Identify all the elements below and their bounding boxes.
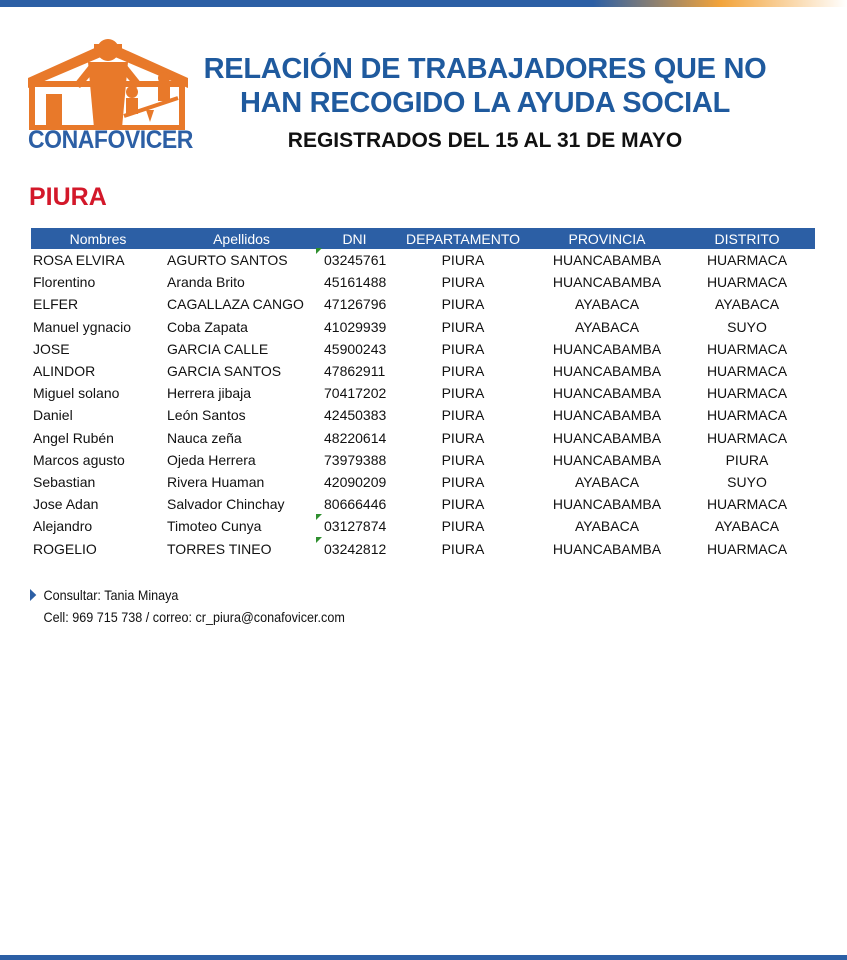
table-row [31,271,815,293]
cell-nombres: Alejandro [33,518,93,535]
cell-distrito: HUARMACA [706,340,788,357]
cell-provincia: AYABACA [574,473,640,490]
arrow-right-icon [30,589,36,601]
cell-departamento: PIURA [441,518,485,535]
title-line-2: HAN RECOGIDO LA AYUDA SOCIAL [240,87,730,119]
cell-apellidos: Ojeda Herrera [167,451,256,468]
table-row [31,471,815,493]
column-header-nombres: Nombres [69,230,127,247]
cell-departamento: PIURA [441,496,485,513]
cell-provincia: AYABACA [574,518,640,535]
cell-dni: 70417202 [324,385,387,402]
contact-info [30,584,345,628]
cell-departamento: PIURA [441,385,485,402]
table-row [31,360,815,382]
cell-distrito: PIURA [725,451,769,468]
cell-departamento: PIURA [441,252,485,269]
cell-apellidos: Aranda Brito [167,274,245,291]
cell-dni: 03242812 [318,541,391,557]
cell-dni: 73979388 [324,451,387,468]
column-header-distrito: DISTRITO [714,230,780,247]
house-workers-icon [28,30,188,130]
page-subtitle: REGISTRADOS DEL 15 AL 31 DE MAYO [287,129,683,152]
cell-apellidos: Coba Zapata [167,318,248,335]
table-body [31,249,815,560]
cell-provincia: HUANCABAMBA [552,274,662,291]
cell-provincia: HUANCABAMBA [552,429,662,446]
cell-distrito: HUARMACA [706,363,788,380]
cell-nombres: ALINDOR [33,363,96,380]
cell-provincia: HUANCABAMBA [552,252,662,269]
cell-dni: 80666446 [324,496,387,513]
column-header-apellidos: Apellidos [213,230,270,247]
cell-provincia: HUANCABAMBA [552,407,662,424]
cell-departamento: PIURA [441,407,485,424]
cell-nombres: ROGELIO [33,540,97,557]
cell-apellidos: Herrera jibaja [167,385,252,402]
cell-distrito: HUARMACA [706,407,788,424]
cell-provincia: HUANCABAMBA [552,363,662,380]
cell-departamento: PIURA [441,473,485,490]
table-row [31,404,815,426]
table-row [31,515,815,537]
cell-nombres: Angel Rubén [33,429,114,446]
cell-distrito: HUARMACA [706,252,788,269]
workers-table [31,228,815,560]
cell-nombres: ROSA ELVIRA [33,252,125,269]
cell-distrito: HUARMACA [706,274,788,291]
column-header-dni: DNI [342,230,367,247]
contact-person: Consultar: Tania Minaya [43,587,179,603]
cell-dni: 03245761 [318,252,391,268]
cell-provincia: HUANCABAMBA [552,540,662,557]
cell-departamento: PIURA [441,296,485,313]
cell-nombres: Daniel [33,407,73,424]
table-row [31,493,815,515]
top-accent-bar [0,0,847,7]
cell-departamento: PIURA [441,363,485,380]
cell-departamento: PIURA [441,429,485,446]
cell-provincia: HUANCABAMBA [552,385,662,402]
cell-apellidos: Rivera Huaman [167,473,265,490]
cell-nombres: Sebastian [33,473,96,490]
cell-distrito: HUARMACA [706,496,788,513]
cell-nombres: Florentino [33,274,96,291]
cell-provincia: HUANCABAMBA [552,340,662,357]
table-row [31,382,815,404]
cell-dni: 42450383 [324,407,387,424]
cell-distrito: SUYO [727,318,767,335]
cell-apellidos: Nauca zeña [167,429,242,446]
cell-dni: 48220614 [324,429,387,446]
cell-dni: 41029939 [324,318,387,335]
cell-dni: 03127874 [318,518,391,534]
cell-provincia: AYABACA [574,296,640,313]
column-header-provincia: PROVINCIA [568,230,646,247]
bottom-accent-bar [0,955,847,960]
column-header-departamento: DEPARTAMENTO [405,230,521,247]
title-line-1: RELACIÓN DE TRABAJADORES QUE NO [203,53,767,85]
cell-departamento: PIURA [441,274,485,291]
cell-apellidos: AGURTO SANTOS [167,252,288,269]
cell-dni: 47862911 [324,363,386,380]
cell-departamento: PIURA [441,451,485,468]
cell-departamento: PIURA [441,340,485,357]
cell-provincia: AYABACA [574,318,640,335]
cell-apellidos: GARCIA CALLE [167,340,269,357]
cell-apellidos: TORRES TINEO [167,540,272,557]
cell-provincia: HUANCABAMBA [552,496,662,513]
cell-distrito: AYABACA [714,518,780,535]
cell-dni: 47126796 [324,296,387,313]
cell-dni: 45161488 [324,274,387,291]
cell-apellidos: GARCIA SANTOS [167,363,282,380]
table-row [31,427,815,449]
cell-flag-icon [316,514,322,520]
cell-nombres: ELFER [33,296,79,313]
logo-wordmark: CONAFOVICER [28,126,193,154]
cell-dni: 42090209 [324,473,387,490]
cell-nombres: JOSE [33,340,70,357]
cell-apellidos: CAGALLAZA CANGO [167,296,304,313]
cell-apellidos: Salvador Chinchay [167,496,285,513]
cell-departamento: PIURA [441,318,485,335]
cell-distrito: SUYO [727,473,767,490]
contact-phone-email: Cell: 969 715 738 / correo: cr_piura@conafovicer.com [43,609,345,625]
table-row [31,338,815,360]
table-row [31,537,815,559]
cell-provincia: HUANCABAMBA [552,451,662,468]
page-title [200,52,770,120]
table-row [31,249,815,271]
cell-distrito: HUARMACA [706,540,788,557]
cell-apellidos: Timoteo Cunya [167,518,262,535]
cell-flag-icon [316,248,322,254]
table-row [31,316,815,338]
cell-nombres: Marcos agusto [33,451,125,468]
cell-dni: 45900243 [324,340,387,357]
region-heading: PIURA [29,183,107,211]
conafovicer-logo [28,30,193,158]
table-row [31,449,815,471]
cell-nombres: Miguel solano [33,385,120,402]
cell-flag-icon [316,537,322,543]
cell-departamento: PIURA [441,540,485,557]
cell-distrito: HUARMACA [706,429,788,446]
table-row [31,293,815,315]
table-header [31,228,815,249]
cell-distrito: AYABACA [714,296,780,313]
cell-nombres: Jose Adan [33,496,99,513]
cell-nombres: Manuel ygnacio [33,318,132,335]
cell-distrito: HUARMACA [706,385,788,402]
cell-apellidos: León Santos [167,407,246,424]
